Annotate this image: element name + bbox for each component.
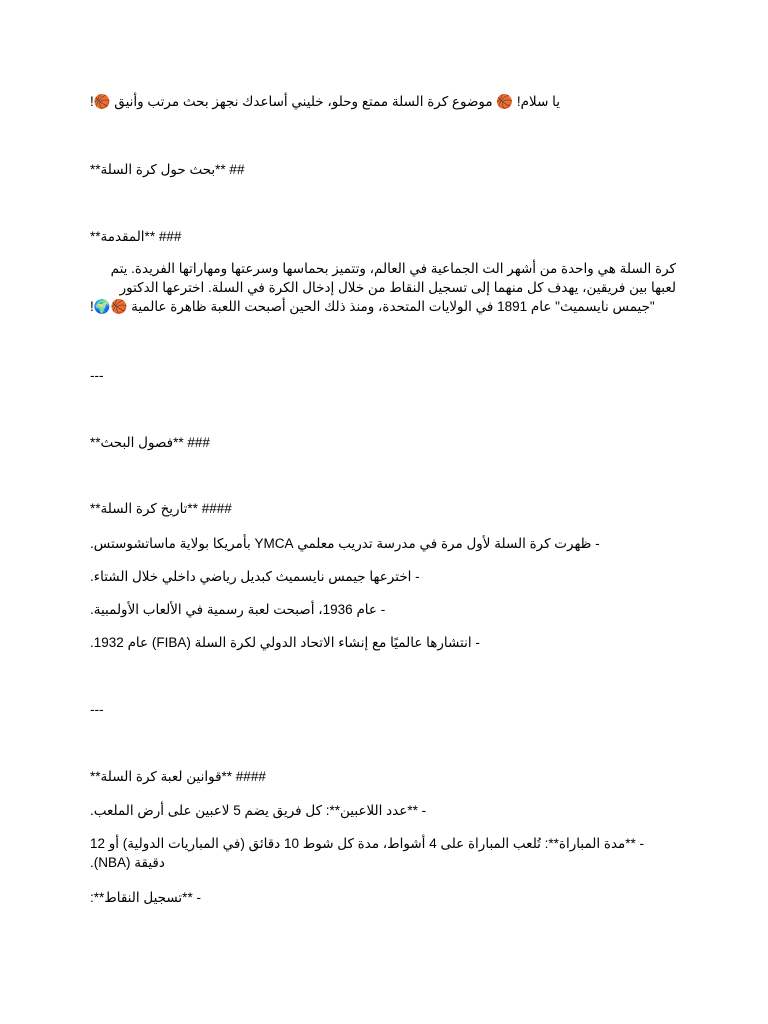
document-title: ## **بحث حول كرة السلة** [90, 162, 245, 177]
rules-item-duration-continued: دقيقة (NBA). [90, 855, 165, 870]
separator: --- [90, 702, 104, 717]
chapters-heading: ### **فصول البحث** [90, 435, 210, 450]
rules-item-duration: - **مدة المباراة**: تُلعب المباراة على 4 أشواط، مدة كل شوط 10 دقائق (في المباريات الدولية) أو 12 [90, 836, 645, 851]
intro-paragraph-line: "جيمس نايسميث" عام 1891 في الولايات المتحدة، ومنذ ذلك الحين أصبحت اللعبة ظاهرة عالمية 🏀🌍! [90, 299, 655, 314]
separator: --- [90, 368, 104, 383]
rules-heading: #### **قوانين لعبة كرة السلة** [90, 769, 266, 784]
rules-item-scoring: - **تسجيل النقاط**: [90, 890, 201, 905]
intro-paragraph [90, 259, 676, 316]
intro-paragraph-line: كرة السلة هي واحدة من أشهر الت الجماعية في العالم، وتتميز بحماسها وسرعتها ومهاراتها الفريدة. يتم [110, 261, 676, 276]
history-item: - انتشارها عالميًا مع إنشاء الاتحاد الدولي لكرة السلة (FIBA) عام 1932. [90, 635, 480, 650]
history-heading: #### **تاريخ كرة السلة** [90, 501, 232, 516]
rules-item-players: - **عدد اللاعبين**: كل فريق يضم 5 لاعبين على أرض الملعب. [90, 803, 427, 818]
intro-heading: ### **المقدمة** [90, 229, 182, 244]
intro-line: يا سلام! 🏀 موضوع كرة السلة ممتع وحلو، خليني أساعدك نجهز بحث مرتب وأنيق 🏀! [90, 94, 561, 109]
history-item: - اخترعها جيمس نايسميث كبديل رياضي داخلي خلال الشتاء. [90, 569, 420, 584]
intro-paragraph-line: لعبها بين فريقين، يهدف كل منهما إلى تسجيل النقاط من خلال إدخال الكرة في السلة. اخترعها الدكتور [119, 280, 676, 295]
history-item: - ظهرت كرة السلة لأول مرة في مدرسة تدريب معلمي YMCA بأمريكا بولاية ماساتشوستس. [90, 536, 600, 551]
history-item: - عام 1936، أصبحت لعبة رسمية في الألعاب الأولمبية. [90, 602, 386, 617]
